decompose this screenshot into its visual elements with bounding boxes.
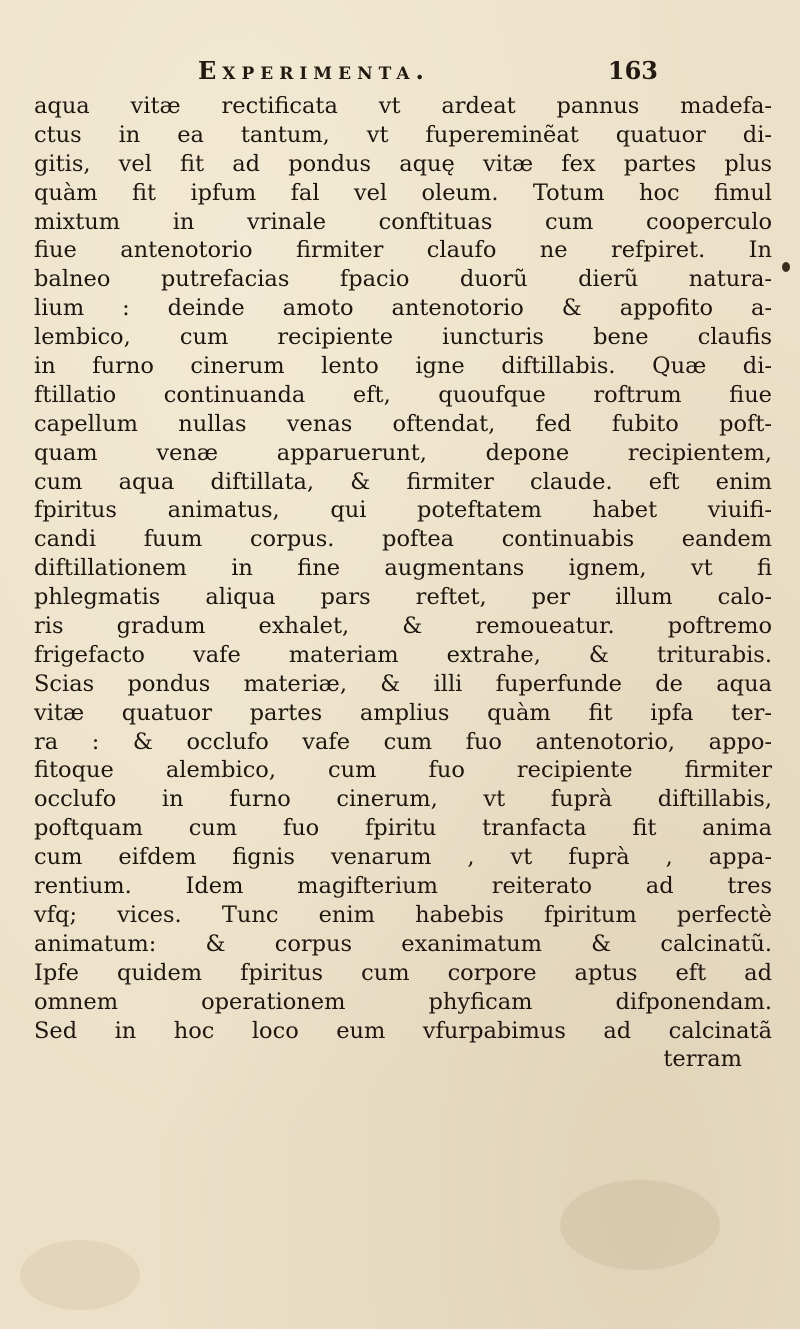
text-line: gitis, vel fit ad pondus aquę vitæ fex partes plus bbox=[34, 150, 772, 177]
page-number: 163 bbox=[607, 56, 658, 85]
text-line: Sed in hoc loco eum vfurpabimus ad calcinatã bbox=[34, 1017, 772, 1044]
text-line: balneo putrefacias fpacio duorũ dierũ natura- bbox=[34, 266, 772, 293]
running-title: Experimenta. bbox=[198, 56, 430, 85]
text-line: ftillatio continuanda eft, quoufque roftrum fiue bbox=[34, 381, 772, 408]
text-line: poftquam cum fuo fpiritu tranfacta fit anima bbox=[34, 815, 772, 842]
text-line: frigefacto vafe materiam extrahe, & triturabis. bbox=[34, 641, 772, 668]
text-line: fitoque alembico, cum fuo recipiente firmiter bbox=[34, 757, 772, 784]
text-line: lium : deinde amoto antenotorio & appofito a- bbox=[34, 295, 772, 322]
text-line: Scias pondus materiæ, & illi fuperfunde de aqua bbox=[34, 670, 772, 697]
text-line: ris gradum exhalet, & remoueatur. poftremo bbox=[34, 613, 772, 640]
text-line: Ipfe quidem fpiritus cum corpore aptus eft ad bbox=[34, 959, 772, 986]
text-line: diftillationem in fine augmentans ignem, vt fi bbox=[34, 555, 772, 582]
text-line: cum eifdem fignis venarum , vt fuprà , appa- bbox=[34, 844, 772, 871]
text-line: ctus in ea tantum, vt fupereminẽat quatuor di- bbox=[34, 121, 772, 148]
text-line: capellum nullas venas oftendat, fed fubito poft- bbox=[34, 410, 772, 437]
text-line: candi fuum corpus. poftea continuabis eandem bbox=[34, 526, 772, 553]
ink-blot bbox=[782, 262, 790, 272]
text-line: occlufo in furno cinerum, vt fuprà diftillabis, bbox=[34, 786, 772, 813]
text-line: vfq; vices. Tunc enim habebis fpiritum perfectè bbox=[34, 901, 772, 928]
text-line: rentium. Idem magifterium reiterato ad tres bbox=[34, 873, 772, 900]
body-text bbox=[34, 92, 772, 1074]
text-line: fpiritus animatus, qui poteftatem habet viuifi- bbox=[34, 497, 772, 524]
text-line: quam venæ apparuerunt, depone recipientem, bbox=[34, 439, 772, 466]
text-line: mixtum in vrinale conftituas cum cooperculo bbox=[34, 208, 772, 235]
text-line: omnem operationem phyficam difponendam. bbox=[34, 988, 772, 1015]
catchword: terram bbox=[663, 1046, 742, 1073]
text-line: fiue antenotorio firmiter claufo ne refpiret. In bbox=[34, 237, 772, 264]
running-header bbox=[198, 52, 658, 92]
text-line: aqua vitæ rectificata vt ardeat pannus madefa- bbox=[34, 93, 772, 119]
paper-stain bbox=[560, 1180, 720, 1270]
text-line: quàm fit ipfum fal vel oleum. Totum hoc fimul bbox=[34, 179, 772, 206]
text-line: vitæ quatuor partes amplius quàm fit ipfa ter- bbox=[34, 699, 772, 726]
text-line: ra : & occlufo vafe cum fuo antenotorio, appo- bbox=[34, 728, 772, 755]
text-line: phlegmatis aliqua pars reftet, per illum calo- bbox=[34, 584, 772, 611]
text-line: lembico, cum recipiente iuncturis bene claufis bbox=[34, 324, 772, 351]
paper-stain bbox=[20, 1240, 140, 1310]
text-line: in furno cinerum lento igne diftillabis. Quæ di- bbox=[34, 353, 772, 380]
text-line: animatum: & corpus exanimatum & calcinatũ. bbox=[34, 930, 772, 957]
text-line: cum aqua diftillata, & firmiter claude. eft enim bbox=[34, 468, 772, 495]
